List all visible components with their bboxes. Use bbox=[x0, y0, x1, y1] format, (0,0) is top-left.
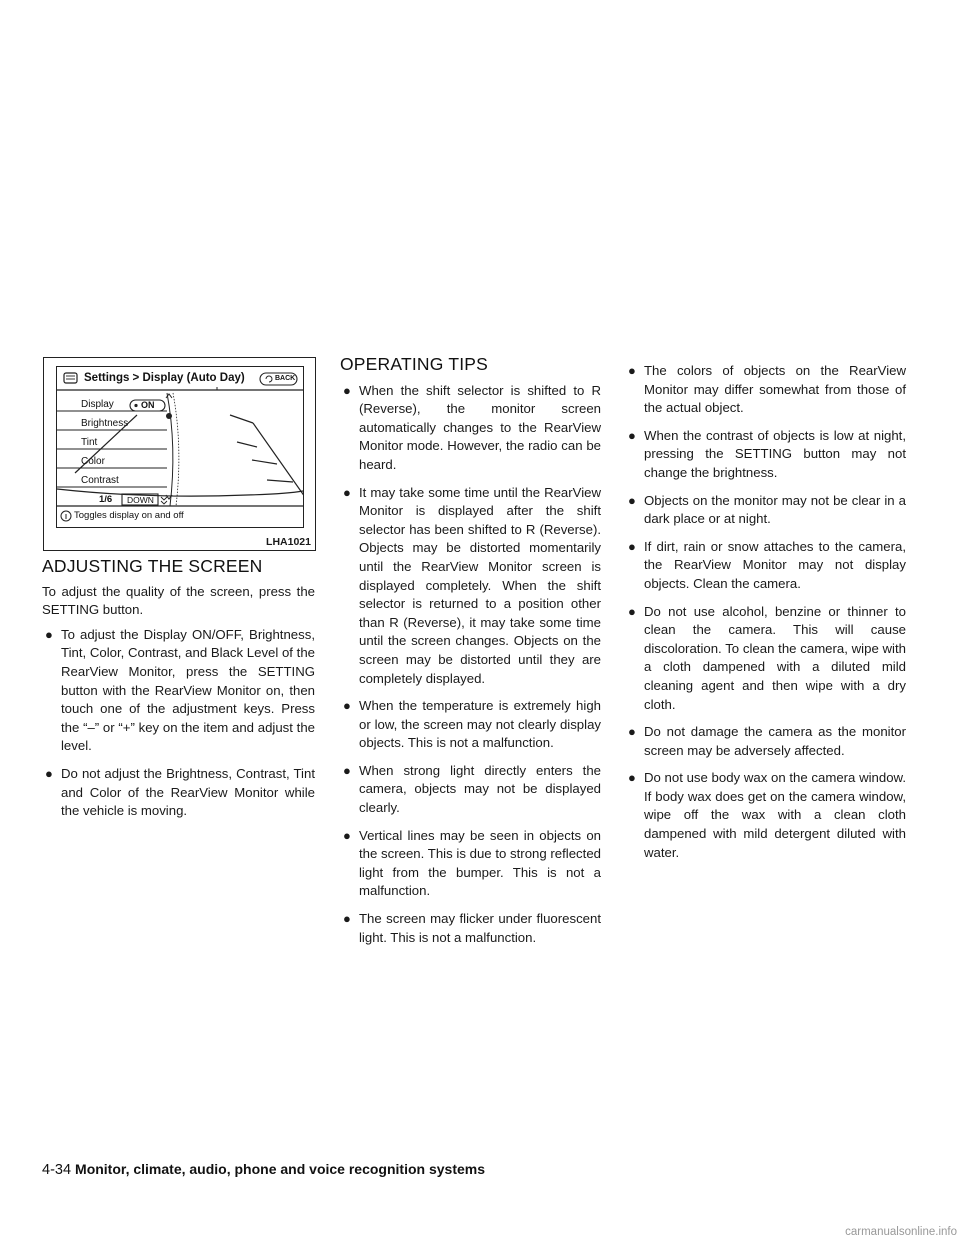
list-item: ● When the contrast of objects is low at night, pressing the SETTING button may not change the brightness. bbox=[628, 427, 906, 480]
chevron-down-icon bbox=[161, 497, 167, 504]
down-button[interactable]: DOWN bbox=[127, 495, 154, 505]
list-item: ● Vertical lines may be seen in objects on the screen. This is due to strong reflected light from the bumper. This is not a malfunction. bbox=[343, 827, 601, 899]
figure-code: LHA1021 bbox=[266, 536, 311, 548]
heading-adjusting-screen: ADJUSTING THE SCREEN bbox=[42, 556, 263, 576]
bullet-icon: ● bbox=[343, 911, 351, 927]
settings-screen-figure bbox=[43, 357, 316, 551]
bullet-icon: ● bbox=[343, 698, 351, 714]
bullet-icon: ● bbox=[628, 538, 636, 554]
page-indicator: 1/6 bbox=[99, 494, 113, 505]
list-item: ● If dirt, rain or snow attaches to the camera, the RearView Monitor may not display objects. Clean the camera. bbox=[628, 538, 906, 591]
back-button[interactable]: BACK bbox=[275, 375, 296, 382]
list-item: ● The colors of objects on the RearView Monitor may differ somewhat from those of the actual object. bbox=[628, 363, 906, 416]
menu-item-display[interactable]: Display bbox=[81, 399, 114, 410]
list-item: ● Objects on the monitor may not be clear in a dark place or at night. bbox=[628, 492, 906, 527]
list-item: ● Do not damage the camera as the monitor screen may be adversely affected. bbox=[628, 724, 906, 758]
list-item: ● When the temperature is extremely high or low, the screen may not clearly display objects. This is not a malfunction. bbox=[343, 698, 601, 751]
intro-text: To adjust the quality of the screen, press the SETTING button. bbox=[42, 583, 315, 618]
page-footer bbox=[42, 1161, 485, 1178]
adjust-bullet-list bbox=[42, 626, 315, 821]
heading-operating-tips: OPERATING TIPS bbox=[340, 354, 489, 374]
list-item: ● The screen may flicker under fluorescent light. This is not a malfunction. bbox=[343, 911, 601, 945]
list-item: ● Do not use alcohol, benzine or thinner to clean the camera. This will cause discoloration. To clean the camera, wipe with a cloth dampened with a diluted mild cleaning agent and then wipe with a dry cloth. bbox=[628, 603, 906, 712]
menu-item-tint[interactable]: Tint bbox=[81, 437, 98, 448]
settings-icon bbox=[64, 373, 77, 383]
on-button[interactable]: ON bbox=[141, 400, 155, 410]
bullet-icon: ● bbox=[343, 484, 351, 500]
column-2 bbox=[340, 355, 601, 956]
camera-bullet-list bbox=[628, 362, 906, 862]
column-1 bbox=[42, 557, 315, 830]
bullet-icon: ● bbox=[343, 762, 351, 778]
menu-item-color[interactable]: Color bbox=[81, 456, 105, 467]
list-item: ● It may take some time until the RearView Monitor is displayed after the shift selector has been shifted to R (Reverse). Objects may be distorted momentarily until the RearView Monitor screen is displayed completely. When the shift selector is returned to a position other than R (Reverse), it may take some time until the screen changes. Objects on the screen may be distorted until they are completely displayed. bbox=[343, 484, 601, 686]
list-item: ● Do not use body wax on the camera window. If body wax does get on the camera window, wipe off the wax with a clean cloth dampened with mild detergent diluted with water. bbox=[628, 770, 906, 860]
menu-item-brightness[interactable]: Brightness bbox=[81, 418, 129, 429]
chapter-title: Monitor, climate, audio, phone and voice recognition systems bbox=[75, 1161, 485, 1177]
hint-text: Toggles display on and off bbox=[74, 510, 184, 521]
page-number: 4-34 bbox=[42, 1162, 72, 1178]
bullet-icon: ● bbox=[343, 827, 351, 843]
bullet-icon: ● bbox=[628, 492, 636, 508]
bullet-icon: ● bbox=[45, 626, 53, 642]
list-item: ● Do not adjust the Brightness, Contrast, Tint and Color of the RearView Monitor while the vehicle is moving. bbox=[45, 765, 315, 819]
menu-item-contrast[interactable]: Contrast bbox=[81, 475, 119, 486]
bullet-icon: ● bbox=[628, 427, 636, 443]
list-item: ● To adjust the Display ON/OFF, Brightness, Tint, Color, Contrast, and Black Level of the RearView Monitor, press the SETTING button with the RearView Monitor on, then touch one of the adjustment keys. Press the “–” or “+” key on the item and adjust the level. bbox=[45, 626, 315, 754]
monitor-screen bbox=[56, 366, 304, 528]
bullet-icon: ● bbox=[628, 603, 636, 619]
bullet-icon: ● bbox=[45, 765, 53, 781]
bullet-icon: ● bbox=[343, 382, 351, 398]
list-item: ● When strong light directly enters the camera, objects may not be displayed clearly. bbox=[343, 762, 601, 816]
list-item: ● When the shift selector is shifted to R (Reverse), the monitor screen automatically changes to the RearView Monitor mode. However, the radio can be heard. bbox=[343, 382, 601, 472]
tips-bullet-list bbox=[340, 382, 601, 948]
screen-title: Settings > Display (Auto Day) bbox=[84, 372, 245, 384]
bullet-icon: ● bbox=[628, 363, 636, 378]
bullet-icon: ● bbox=[628, 724, 636, 740]
watermark-link[interactable]: carmanualsonline.info bbox=[845, 1226, 957, 1238]
column-3 bbox=[628, 362, 906, 871]
bullet-icon: ● bbox=[628, 770, 636, 786]
